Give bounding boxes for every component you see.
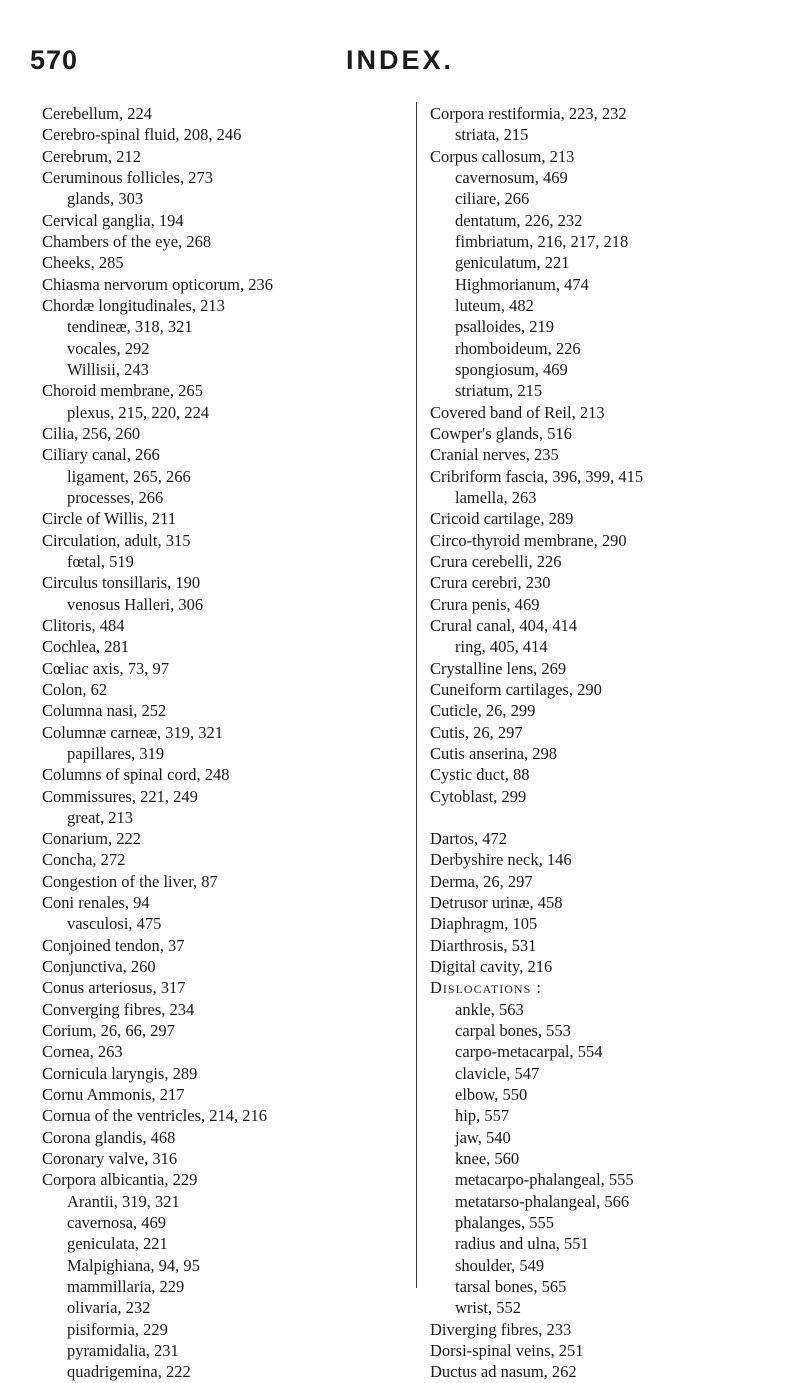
index-subentry: cavernosa, 469 xyxy=(67,1213,166,1233)
index-entry: Cochlea, 281 xyxy=(42,637,130,657)
index-entry: Cystic duct, 88 xyxy=(430,765,530,785)
index-entry: Chiasma nervorum opticorum, 236 xyxy=(42,274,273,294)
index-subentry: pyramidalia, 231 xyxy=(67,1341,179,1361)
index-entry: Corpora restiformia, 223, 232 xyxy=(430,104,627,123)
page-header xyxy=(0,45,800,85)
index-subentry: mammillaria, 229 xyxy=(67,1277,185,1297)
index-entry: Corpus callosum, 213 xyxy=(430,146,575,166)
index-subentry: fœtal, 519 xyxy=(67,551,134,571)
index-subentry: glands, 303 xyxy=(67,189,144,209)
index-subentry: ciliare, 266 xyxy=(455,189,530,209)
index-entry: Crura cerebelli, 226 xyxy=(430,551,562,571)
index-entry: Circulus tonsillaris, 190 xyxy=(42,573,201,593)
index-entry: Cervical ganglia, 194 xyxy=(42,210,184,230)
running-title: INDEX. xyxy=(345,45,455,75)
index-subentry: spongiosum, 469 xyxy=(455,359,568,379)
index-subentry: knee, 560 xyxy=(455,1149,520,1169)
index-entry: Crystalline lens, 269 xyxy=(430,658,567,678)
index-subentry: quadrigemina, 222 xyxy=(67,1362,191,1382)
index-entry: Cytoblast, 299 xyxy=(430,786,527,806)
index-entry: Cowper's glands, 516 xyxy=(430,423,572,443)
index-subentry: metatarso-phalangeal, 566 xyxy=(455,1191,630,1211)
index-entry: Cornua of the ventricles, 214, 216 xyxy=(42,1106,267,1126)
index-subentry: vocales, 292 xyxy=(67,338,150,358)
index-subentry: Willisii, 243 xyxy=(67,359,149,379)
index-subentry: hip, 557 xyxy=(455,1106,510,1126)
index-entry: Crural canal, 404, 414 xyxy=(430,615,578,635)
index-subentry: carpo-metacarpal, 554 xyxy=(455,1042,603,1062)
index-subentry: dentatum, 226, 232 xyxy=(455,210,583,230)
index-entry: Digital cavity, 216 xyxy=(430,957,553,977)
index-entry: Diarthrosis, 531 xyxy=(430,935,537,955)
index-entry: Cranial nerves, 235 xyxy=(430,445,559,465)
index-entry: Cuneiform cartilages, 290 xyxy=(430,679,602,699)
index-subentry: psalloides, 219 xyxy=(455,317,554,337)
index-entry: Ceruminous follicles, 273 xyxy=(42,167,213,187)
index-subentry: olivaria, 232 xyxy=(67,1298,151,1318)
index-subentry: metacarpo-phalangeal, 555 xyxy=(455,1170,634,1190)
index-subentry: radius and ulna, 551 xyxy=(455,1234,589,1254)
index-entry: Conjoined tendon, 37 xyxy=(42,935,185,955)
index-subentry: lamella, 263 xyxy=(455,487,537,507)
index-entry: Chordæ longitudinales, 213 xyxy=(42,295,225,315)
index-entry: Dislocations : xyxy=(430,978,542,998)
index-entry: Coronary valve, 316 xyxy=(42,1149,178,1169)
index-entry: Cilia, 256, 260 xyxy=(42,423,141,443)
index-column-right xyxy=(430,103,800,1383)
index-entry: Cuticle, 26, 299 xyxy=(430,701,536,721)
index-entry: Cœliac axis, 73, 97 xyxy=(42,658,169,678)
index-entry: Crura cerebri, 230 xyxy=(430,573,551,593)
index-entry: Diaphragm, 105 xyxy=(430,914,538,934)
index-subentry: striata, 215 xyxy=(455,125,529,145)
index-subentry: plexus, 215, 220, 224 xyxy=(67,402,210,422)
index-entry: Cribriform fascia, 396, 399, 415 xyxy=(430,466,644,486)
column-divider xyxy=(416,102,417,1288)
index-subentry: striatum, 215 xyxy=(455,381,543,401)
index-subentry: ligament, 265, 266 xyxy=(67,466,191,486)
index-subentry: great, 213 xyxy=(67,807,133,827)
index-subentry: Malpighiana, 94, 95 xyxy=(67,1255,200,1275)
index-entry: Columnæ carneæ, 319, 321 xyxy=(42,722,224,742)
index-entry: Converging fibres, 234 xyxy=(42,999,195,1019)
index-subentry: cavernosum, 469 xyxy=(455,167,568,187)
index-subentry: papillares, 319 xyxy=(67,743,165,763)
index-subentry: ankle, 563 xyxy=(455,999,524,1019)
index-subentry: shoulder, 549 xyxy=(455,1255,545,1275)
index-entry: Commissures, 221, 249 xyxy=(42,786,198,806)
page-number: 570 xyxy=(30,45,79,75)
index-entry: Cerebrum, 212 xyxy=(42,146,141,166)
index-entry: Cerebellum, 224 xyxy=(42,104,152,123)
index-entry: Choroid membrane, 265 xyxy=(42,381,203,401)
index-subentry: geniculatum, 221 xyxy=(455,253,570,273)
index-entry: Colon, 62 xyxy=(42,679,108,699)
index-subentry: geniculata, 221 xyxy=(67,1234,168,1254)
index-entry: Columns of spinal cord, 248 xyxy=(42,765,230,785)
index-subentry: phalanges, 555 xyxy=(455,1213,554,1233)
index-entry: Corium, 26, 66, 297 xyxy=(42,1021,175,1041)
index-subentry: tarsal bones, 565 xyxy=(455,1277,567,1297)
index-subentry: venosus Halleri, 306 xyxy=(67,594,204,614)
index-entry: Conarium, 222 xyxy=(42,829,141,849)
index-entry: Dartos, 472 xyxy=(430,829,507,849)
index-entry: Columna nasi, 252 xyxy=(42,701,167,721)
index-entry: Circo-thyroid membrane, 290 xyxy=(430,530,627,550)
index-subentry: Highmorianum, 474 xyxy=(455,274,589,294)
index-entry: Concha, 272 xyxy=(42,850,126,870)
index-entry: Cricoid cartilage, 289 xyxy=(430,509,574,529)
index-entry: Clitoris, 484 xyxy=(42,615,125,635)
index-entry: Crura penis, 469 xyxy=(430,594,540,614)
index-entry: Circulation, adult, 315 xyxy=(42,530,191,550)
index-subentry: carpal bones, 553 xyxy=(455,1021,571,1041)
index-entry: Conjunctiva, 260 xyxy=(42,957,156,977)
index-entry: Congestion of the liver, 87 xyxy=(42,871,218,891)
index-subentry: elbow, 550 xyxy=(455,1085,528,1105)
index-subentry: Arantii, 319, 321 xyxy=(67,1191,180,1211)
index-entry: Dorsi-spinal veins, 251 xyxy=(430,1341,584,1361)
index-entry: Cutis anserina, 298 xyxy=(430,743,557,763)
index-entry: Coni renales, 94 xyxy=(42,893,150,913)
index-subentry: processes, 266 xyxy=(67,487,164,507)
index-entry: Covered band of Reil, 213 xyxy=(430,402,605,422)
index-entry: Corpora albicantia, 229 xyxy=(42,1170,198,1190)
index-entry: Chambers of the eye, 268 xyxy=(42,231,212,251)
index-entry: Circle of Willis, 211 xyxy=(42,509,177,529)
index-entry: Cornicula laryngis, 289 xyxy=(42,1063,198,1083)
index-subentry: clavicle, 547 xyxy=(455,1063,540,1083)
index-subentry: ring, 405, 414 xyxy=(455,637,548,657)
index-entry: Cornea, 263 xyxy=(42,1042,123,1062)
index-subentry: pisiformia, 229 xyxy=(67,1319,168,1339)
index-subentry: wrist, 552 xyxy=(455,1298,521,1318)
index-entry: Cutis, 26, 297 xyxy=(430,722,523,742)
index-subentry: fimbriatum, 216, 217, 218 xyxy=(455,231,629,251)
index-entry: Derma, 26, 297 xyxy=(430,871,533,891)
index-entry: Cornu Ammonis, 217 xyxy=(42,1085,185,1105)
index-subentry: tendineæ, 318, 321 xyxy=(67,317,193,337)
index-entry: Derbyshire neck, 146 xyxy=(430,850,572,870)
index-subentry: rhomboideum, 226 xyxy=(455,338,581,358)
index-subentry: luteum, 482 xyxy=(455,295,534,315)
index-entry: Ductus ad nasum, 262 xyxy=(430,1362,577,1382)
index-subentry: jaw, 540 xyxy=(455,1127,511,1147)
index-subentry: vasculosi, 475 xyxy=(67,914,162,934)
index-entry: Corona glandis, 468 xyxy=(42,1127,176,1147)
index-entry: Detrusor urinæ, 458 xyxy=(430,893,563,913)
index-entry: Diverging fibres, 233 xyxy=(430,1319,572,1339)
index-entry: Ciliary canal, 266 xyxy=(42,445,160,465)
index-entry: Cheeks, 285 xyxy=(42,253,124,273)
index-entry: Cerebro-spinal fluid, 208, 246 xyxy=(42,125,242,145)
section-gap xyxy=(430,807,800,828)
index-column-left xyxy=(42,103,412,1383)
index-entry: Conus arteriosus, 317 xyxy=(42,978,186,998)
